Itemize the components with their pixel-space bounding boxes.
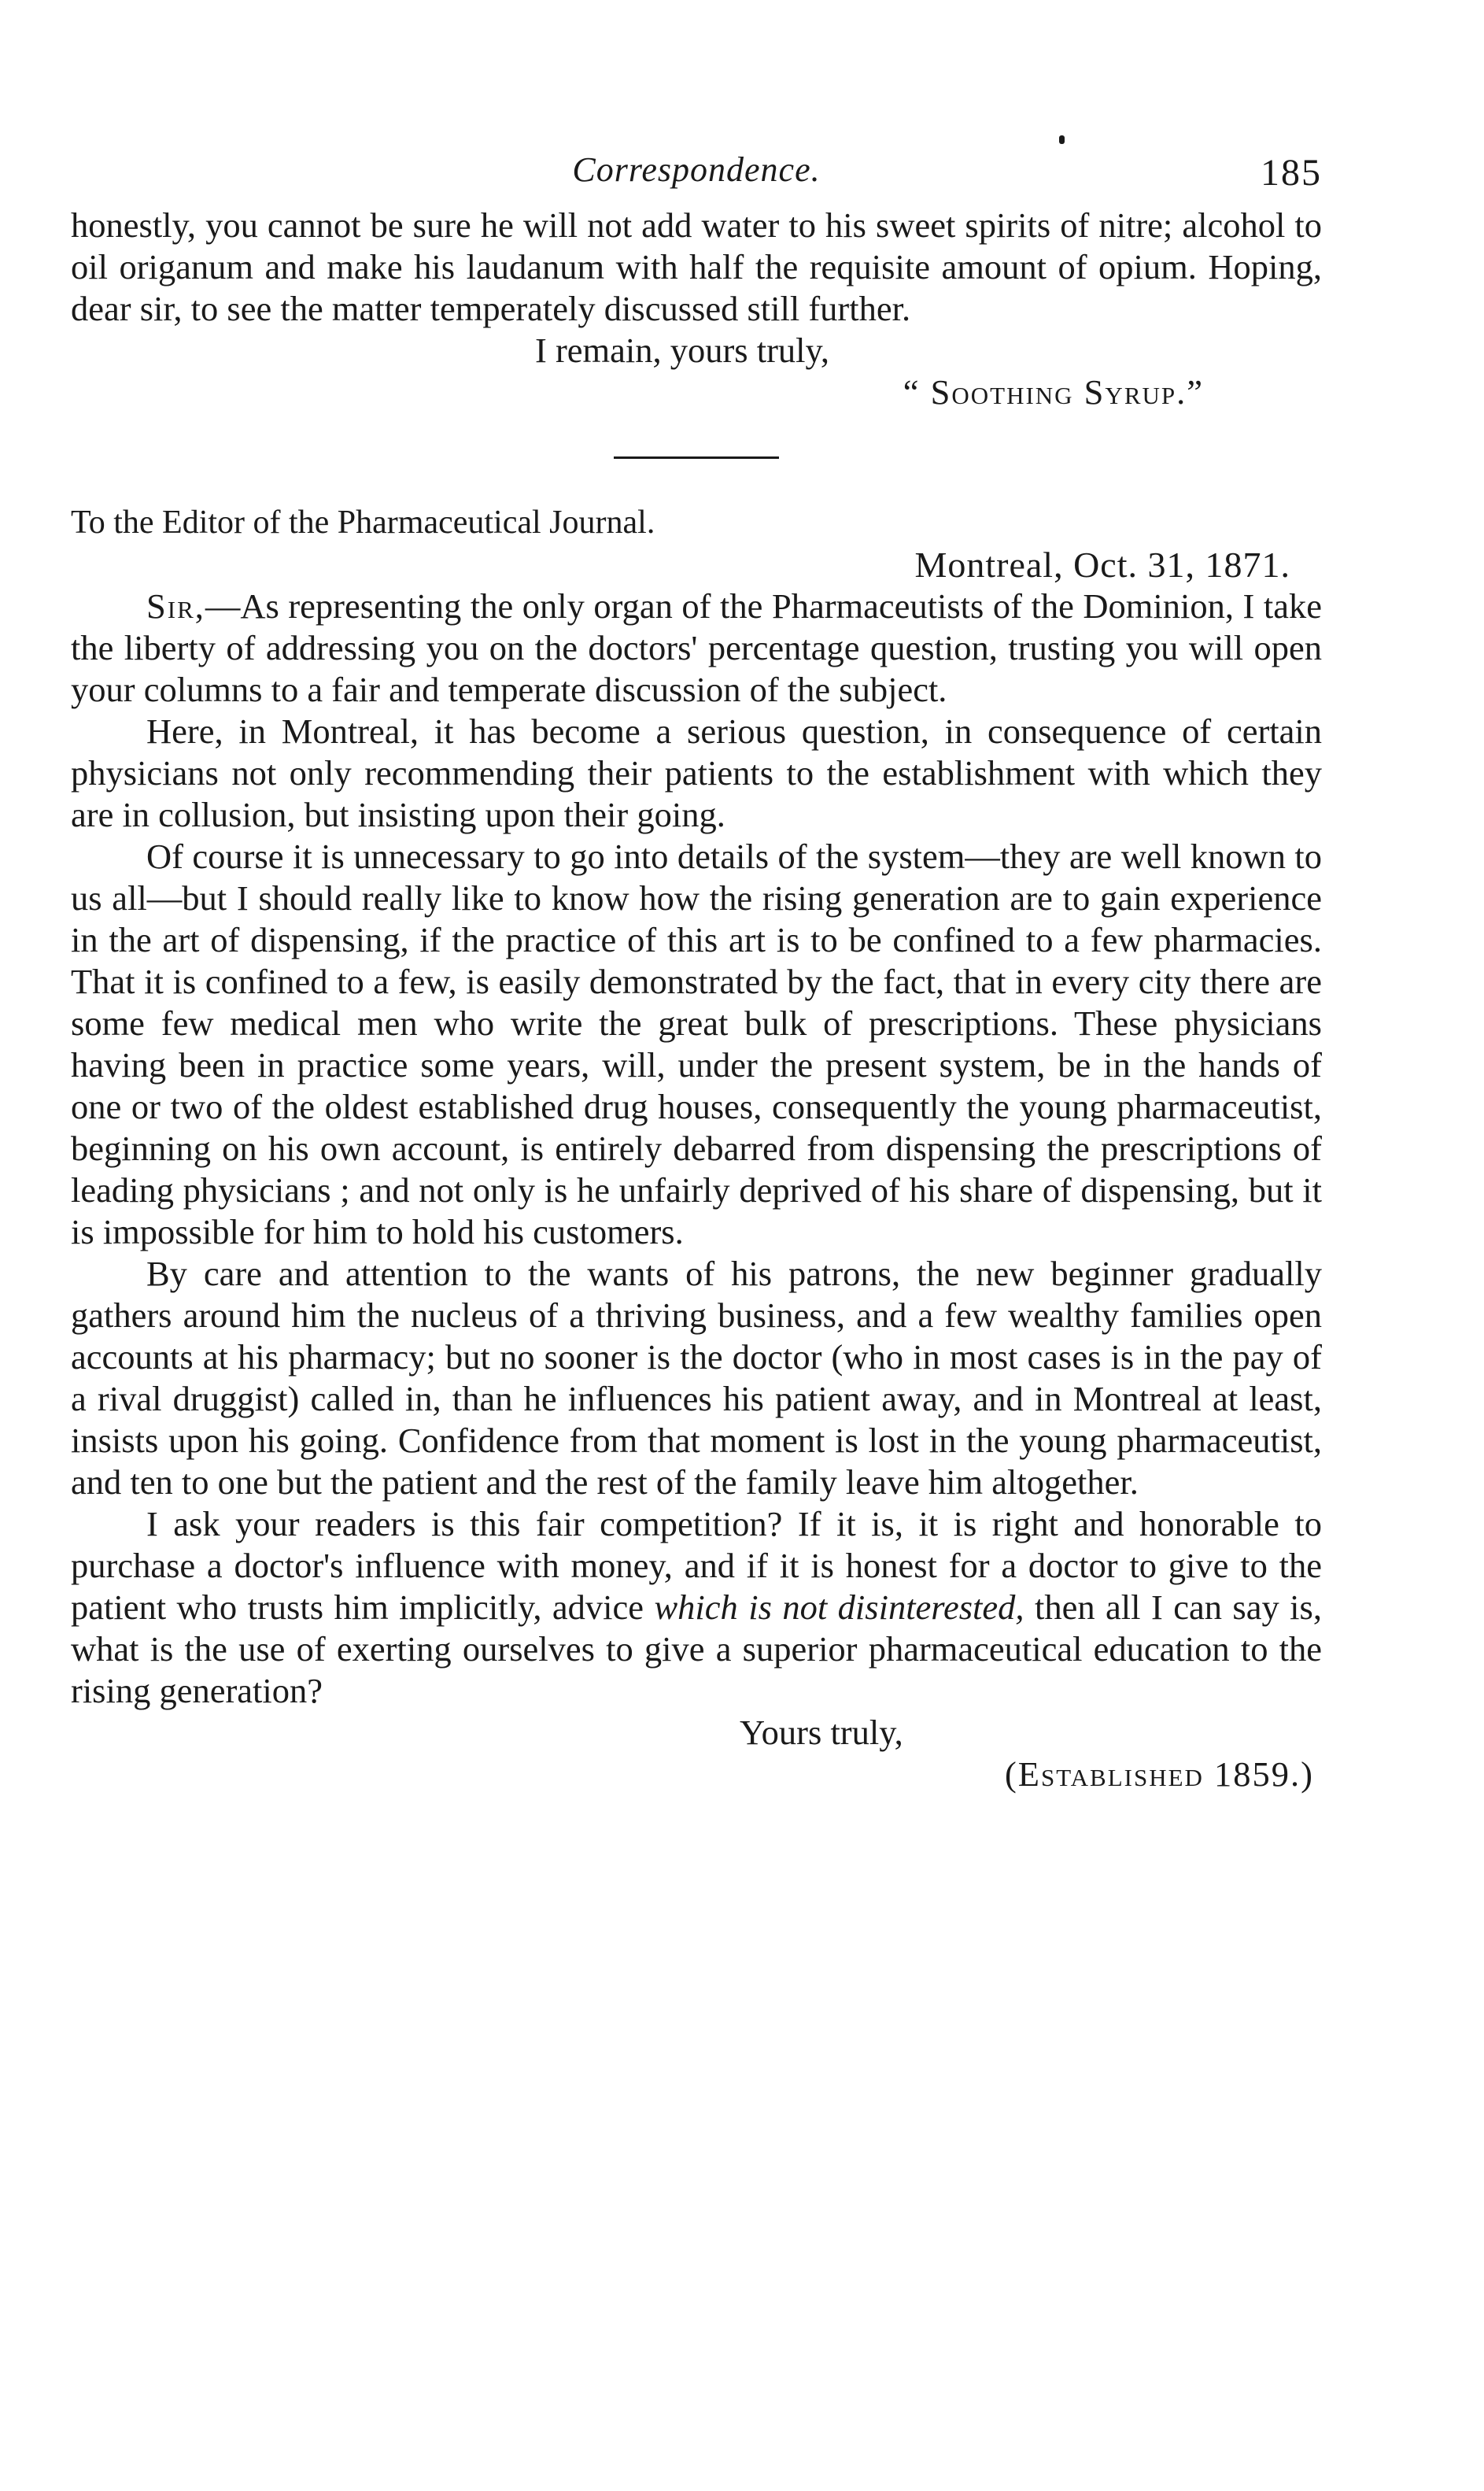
letter1-closing: I remain, yours truly,: [535, 331, 830, 370]
section-divider: [614, 456, 779, 459]
letter1-paragraph: honestly, you cannot be sure he will not add water to his sweet spirits of nitre; alcohol to oil origanum and make his laudanum with half the requisite amount of opium. Hoping, dear sir, to see the matter temperately discussed still further.: [71, 205, 1322, 328]
letter2-paragraph-4: By care and attention to the wants of his patrons, the new beginner gradually gathers around him the nucleus of a thriving business, and a few wealthy families open accounts at his pharmacy; but no sooner is the doctor (who in most cases is in the pay of a rival druggist) called in, than he influences his patient away, and in Montreal at least, insists upon his going. Confidence from that moment is lost in the young pharmaceutist, and ten to one but the patient and the rest of the family leave him altogether.: [71, 1254, 1322, 1502]
letter2-paragraph-1-text: —As representing the only organ of the Pharmaceutists of the Dominion, I take the liberty of addressing you on the doctors' percentage question, trusting you will open your columns to a fair and temperate discussion of the subject.: [71, 586, 1322, 709]
letter2-paragraph-5-italic: which is not disinterested,: [654, 1587, 1024, 1627]
letter2-paragraph-3: Of course it is unnecessary to go into details of the system—they are well known to us all—but I should really like to know how the rising generation are to gain experience in the art of dispensing, if the practice of this art is to be confined to a few pharmacies. That it is confined to a few, is easily demonstrated by the fact, that in every city there are some few medical men who write the great bulk of prescriptions. These physicians having been in practice some years, will, under the present system, be in the hands of one or two of the oldest established drug houses, consequently the young pharmaceutist, beginning on his own account, is entirely debarred from dispensing the prescriptions of leading physicians ; and not only is he unfairly deprived of his share of dispensing, but it is impossible for him to hold his customers.: [71, 837, 1322, 1251]
letter2-paragraph-5-text-b: then all I can say is, what is the use of exerting ourselves to give a superior pharmaceutical education to the rising generation?: [71, 1587, 1322, 1710]
letter2-paragraph-2: Here, in Montreal, it has become a serious question, in consequence of certain physicians not only recommending their patients to the establishment with which they are in collusion, but insisting upon their going.: [71, 711, 1322, 834]
letter2-paragraph-1: [71, 586, 1322, 711]
letter2-signature: (Established 1859.): [1004, 1754, 1314, 1794]
letter2-paragraph-5-text-a: I ask your readers is this fair competition? If it is, it is right and honorable to purchase a doctor's influence with money, and if it is honest for a doctor to give to the patient who trusts him implicitly, advice: [71, 1504, 1322, 1627]
page-number: 185: [1261, 152, 1322, 194]
letter2-dateline: Montreal, Oct. 31, 1871.: [914, 545, 1290, 585]
letter2-addressee: To the Editor of the Pharmaceutical Journal.: [71, 504, 655, 541]
letter-established-1859: [71, 502, 1322, 1795]
letter1-signature: “ Soothing Syrup.”: [903, 372, 1204, 412]
running-header: [71, 126, 1322, 205]
letter2-paragraph-5: [71, 1503, 1322, 1712]
document-page: [71, 126, 1322, 1795]
letter2-closing: Yours truly,: [740, 1713, 903, 1752]
letter-soothing-syrup: [71, 205, 1322, 413]
section-title: Correspondence.: [572, 150, 821, 189]
letter2-salutation: Sir,: [146, 586, 205, 626]
